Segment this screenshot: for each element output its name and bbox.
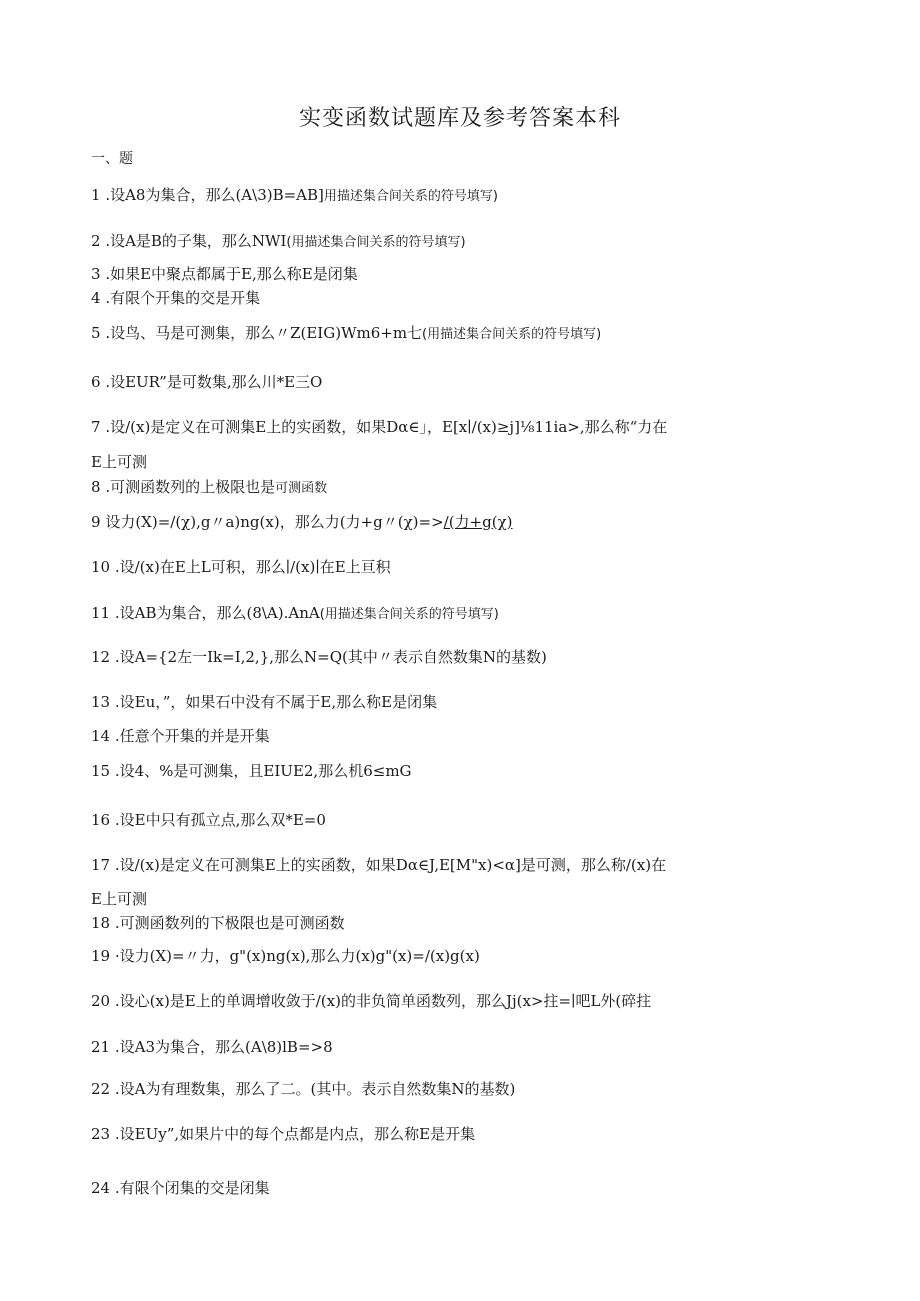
item-text: .设心(x)是E上的单调增收敛于/(x)的非负简单函数列，那么Jj(x>拄=∣吧L外(碎拄: [114, 992, 652, 1010]
list-item: [91, 184, 498, 205]
list-item: [91, 1177, 270, 1198]
item-number: 14: [91, 727, 115, 745]
item-text: .设A是B的子集，那么NWI: [105, 232, 287, 250]
item-number: 12: [91, 648, 115, 666]
item-number: 2: [91, 232, 106, 250]
item-number: 18: [91, 914, 115, 932]
item-text: .设EUy”,如果片中的每个点都是内点，那么称E是开集: [114, 1125, 476, 1143]
item-number: 4: [91, 289, 106, 307]
item-text: .设4、%是可测集，且EIUE2,那么机6≤mG: [114, 762, 412, 780]
list-item: [91, 691, 437, 712]
item-text: .设/(x)在E上L可积，那么∣/(x)∣在E上亘积: [114, 558, 391, 576]
list-item: [91, 476, 327, 497]
item-number: 21: [91, 1038, 115, 1056]
list-item: [91, 990, 651, 1011]
list-item: [91, 945, 480, 966]
item-text: .有限个闭集的交是闭集: [114, 1179, 270, 1197]
item-note: (用描述集合间关系的符号填写): [319, 607, 499, 622]
item-text: .设/(x)是定义在可测集E上的实函数，如果Dα∈」，E[x∣/(x)≥j]⅛11ia>,那么称“力在: [105, 418, 668, 436]
item-text: .设A={2左一Ik=I,2,},那么N=Q(其中〃表示自然数集N的基数): [114, 648, 547, 666]
item-number: 11: [91, 604, 115, 622]
item-number: 8: [91, 478, 106, 496]
item-text: .任意个开集的并是开集: [114, 727, 270, 745]
item-text: E上可测: [91, 890, 147, 908]
item-number: 15: [91, 762, 115, 780]
list-item-continuation: [91, 888, 147, 909]
item-number: 19: [91, 947, 115, 965]
item-text: ·设力(X)=〃力，g"(x)ng(x),那么力(x)g"(x)=/(x)g(x): [114, 947, 480, 965]
list-item: [91, 912, 345, 933]
list-item: [91, 1078, 515, 1099]
list-item: [91, 511, 513, 532]
item-number: 3: [91, 265, 106, 283]
item-text: .设鸟、马是可测集，那么〃Z(EIG)Wm6+m七: [105, 324, 423, 342]
item-text: 设力(X)=/(χ),g〃a)ng(x)，那么力(力+g〃(χ)=>: [105, 513, 444, 531]
item-number: 24: [91, 1179, 115, 1197]
item-number: 20: [91, 992, 115, 1010]
list-item: [91, 725, 270, 746]
list-item: [91, 760, 412, 781]
item-number: 10: [91, 558, 115, 576]
item-number: 5: [91, 324, 106, 342]
item-note: 可测函数: [275, 481, 328, 496]
item-text: .设A8为集合，那么(A\3)B=AB]: [105, 186, 324, 204]
list-item: [91, 371, 322, 392]
item-number: 6: [91, 373, 106, 391]
list-item: [91, 809, 326, 830]
item-text: E上可测: [91, 453, 147, 471]
item-number: 23: [91, 1125, 115, 1143]
item-text: .有限个开集的交是开集: [105, 289, 261, 307]
item-text: .设/(x)是定义在可测集E上的实函数，如果Dα∈J,E[M"x)<α]是可测，那么称/(x)在: [114, 856, 667, 874]
item-number: 17: [91, 856, 115, 874]
item-text: .可测函数列的下极限也是可测函数: [114, 914, 345, 932]
item-number: 22: [91, 1080, 115, 1098]
item-text: .设EUR”是可数集,那么川*E三O: [105, 373, 323, 391]
item-note: 用描述集合间关系的符号填写): [323, 189, 498, 204]
list-item: [91, 230, 466, 251]
item-note: (用描述集合间关系的符号填写): [286, 235, 466, 250]
item-text: .设A为有理数集，那么了二。(其中。表示自然数集N的基数): [114, 1080, 516, 1098]
item-note: (用描述集合间关系的符号填写): [422, 327, 602, 342]
list-item: [91, 1036, 333, 1057]
item-text: .如果E中聚点都属于E,那么称E是闭集: [105, 265, 358, 283]
item-number: 13: [91, 693, 115, 711]
item-number: 16: [91, 811, 115, 829]
item-text: .可测函数列的上极限也是: [105, 478, 276, 496]
list-item: [91, 646, 547, 667]
list-item-continuation: [91, 451, 147, 472]
item-text: .设AB为集合，那么(8\A).AnA: [114, 604, 320, 622]
list-item: [91, 263, 358, 284]
list-item: [91, 322, 601, 343]
item-number: 9: [91, 513, 106, 531]
section-heading: 一、题: [91, 151, 133, 167]
list-item: [91, 602, 499, 623]
list-item: [91, 1123, 475, 1144]
item-underlined-answer: /(力+g(χ): [443, 513, 513, 531]
item-text: .设A3为集合，那么(A\8)lB=>8: [114, 1038, 333, 1056]
list-item: [91, 556, 391, 577]
item-text: .设Eu，”，如果石中没有不属于E,那么称E是闭集: [114, 693, 438, 711]
list-item: [91, 854, 666, 875]
item-text: .设E中只有孤立点,那么双*E=0: [114, 811, 326, 829]
list-item: [91, 287, 260, 308]
item-number: 1: [91, 186, 106, 204]
document-title: 实变函数试题库及参考答案本科: [298, 106, 621, 131]
list-item: [91, 416, 667, 437]
item-number: 7: [91, 418, 106, 436]
